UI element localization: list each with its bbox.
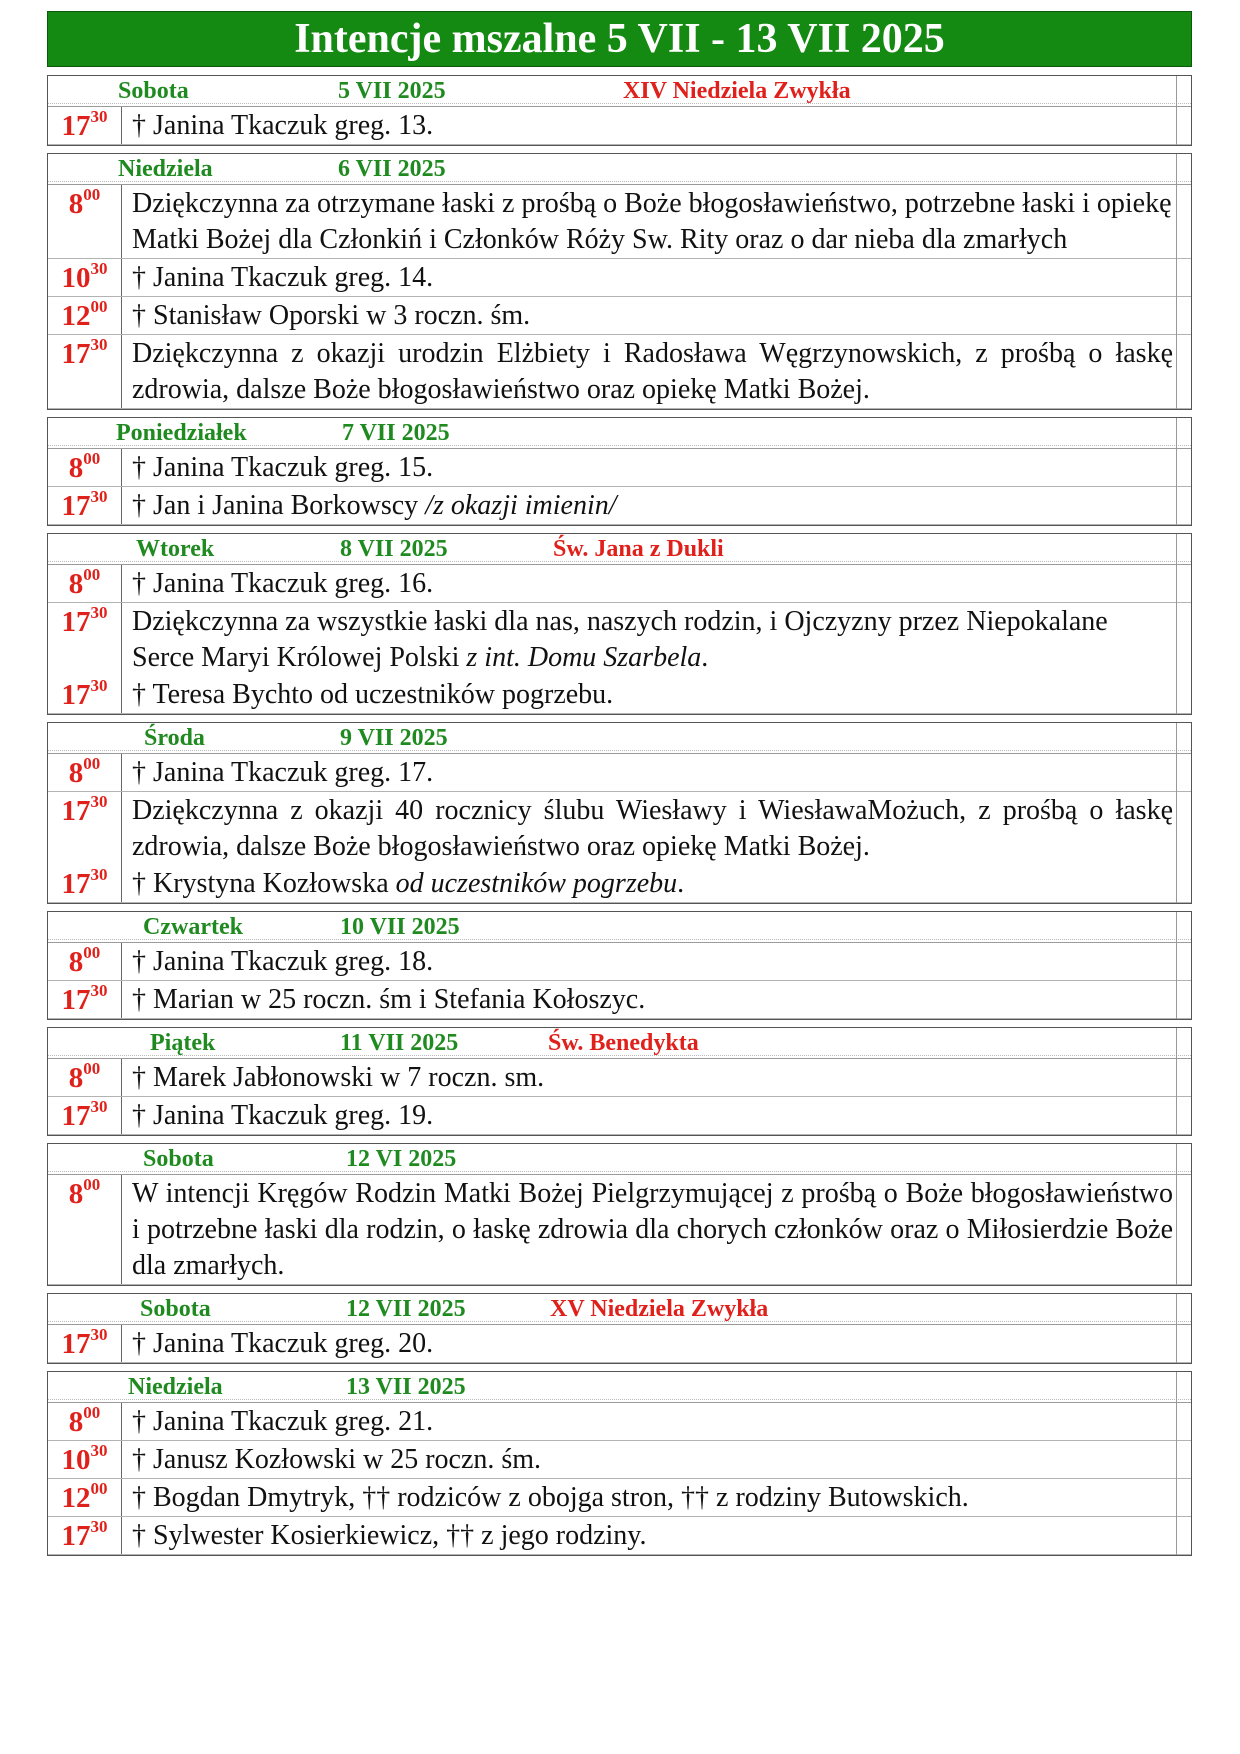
mass-minute: 00 <box>83 943 101 962</box>
mass-time <box>48 1403 122 1440</box>
mass-row <box>48 449 1191 487</box>
intentions-list <box>47 75 1192 1563</box>
mass-intention: Dziękczynna z okazji 40 rocznicy ślubu Wiesławy i WiesławaMożuch, z prośbą o łaskę zdrowia, dalsze Boże błogosławieństwo oraz opiekę Matki Bożej. <box>132 795 1173 862</box>
mass-minute: 00 <box>83 449 101 468</box>
mass-row <box>48 1517 1191 1555</box>
mass-row <box>48 1175 1191 1285</box>
mass-row <box>48 335 1191 409</box>
mass-hour: 8 <box>68 188 84 220</box>
day-block <box>47 1143 1192 1286</box>
day-block <box>47 417 1192 526</box>
page-title: Intencje mszalne 5 VII - 13 VII 2025 <box>47 11 1192 67</box>
mass-minute: 30 <box>90 259 108 278</box>
mass-time <box>48 185 122 258</box>
mass-hour: 17 <box>61 606 91 638</box>
mass-row <box>48 1403 1191 1441</box>
mass-minute: 00 <box>83 565 101 584</box>
mass-minute: 30 <box>90 1097 108 1116</box>
mass-row <box>48 865 1191 903</box>
right-margin-line <box>1176 723 1177 903</box>
day-header <box>48 723 1191 754</box>
mass-minute: 30 <box>90 676 108 695</box>
mass-intention: † Janina Tkaczuk greg. 21. <box>132 1406 434 1437</box>
mass-minute: 00 <box>83 1175 101 1194</box>
day-block <box>47 533 1192 715</box>
mass-minute: 30 <box>90 107 108 126</box>
mass-minute: 30 <box>90 981 108 1000</box>
day-header <box>48 1294 1191 1325</box>
mass-time <box>48 1325 122 1362</box>
day-header <box>48 912 1191 943</box>
mass-row <box>48 603 1191 676</box>
day-block <box>47 1293 1192 1364</box>
mass-row <box>48 107 1191 145</box>
mass-hour: 17 <box>61 679 91 711</box>
mass-row <box>48 981 1191 1019</box>
mass-intention: † Janusz Kozłowski w 25 roczn. śm. <box>132 1444 542 1475</box>
mass-time <box>48 1097 122 1134</box>
day-name: Poniedziałek <box>116 420 247 446</box>
mass-hour: 8 <box>68 1406 84 1438</box>
mass-intention: † Marian w 25 roczn. śm i Stefania Kołoszyc. <box>132 984 646 1015</box>
mass-hour: 17 <box>61 1100 91 1132</box>
mass-row <box>48 487 1191 525</box>
mass-time <box>48 1479 122 1516</box>
mass-time <box>48 603 122 676</box>
mass-hour: 17 <box>61 795 91 827</box>
mass-hour: 12 <box>61 1482 91 1514</box>
day-date: 10 VII 2025 <box>340 914 460 940</box>
mass-time <box>48 676 122 713</box>
mass-intention: † Jan i Janina Borkowscy /z okazji imienin/ <box>132 490 617 521</box>
day-name: Sobota <box>118 78 189 104</box>
mass-minute: 00 <box>83 1403 101 1422</box>
mass-time <box>48 297 122 334</box>
day-date: 7 VII 2025 <box>342 420 450 446</box>
mass-hour: 17 <box>61 490 91 522</box>
mass-row <box>48 1097 1191 1135</box>
day-name: Sobota <box>140 1296 211 1322</box>
mass-minute: 30 <box>90 335 108 354</box>
mass-intention: W intencji Kręgów Rodzin Matki Bożej Pielgrzymującej z prośbą o Boże błogosławieństwo i potrzebne łaski dla rodzin, o łaskę zdrowia dla chorych członków oraz o Miłosierdzie Boże dla zmarłych. <box>132 1178 1173 1281</box>
mass-row <box>48 676 1191 714</box>
day-date: 6 VII 2025 <box>338 156 446 182</box>
mass-minute: 30 <box>90 865 108 884</box>
mass-row <box>48 1479 1191 1517</box>
day-header <box>48 534 1191 565</box>
mass-minute: 30 <box>90 603 108 622</box>
mass-intention: † Marek Jabłonowski w 7 roczn. sm. <box>132 1062 545 1093</box>
right-margin-line <box>1176 76 1177 145</box>
right-margin-line <box>1176 418 1177 525</box>
mass-hour: 10 <box>61 262 91 294</box>
mass-time <box>48 449 122 486</box>
day-header <box>48 1372 1191 1403</box>
right-margin-line <box>1176 1144 1177 1285</box>
mass-time <box>48 259 122 296</box>
mass-time <box>48 1175 122 1284</box>
mass-hour: 8 <box>68 452 84 484</box>
day-name: Czwartek <box>143 914 243 940</box>
day-name: Wtorek <box>136 536 215 562</box>
day-block <box>47 722 1192 904</box>
day-feast: XIV Niedziela Zwykła <box>623 78 851 104</box>
mass-time <box>48 981 122 1018</box>
mass-hour: 17 <box>61 1520 91 1552</box>
mass-hour: 17 <box>61 868 91 900</box>
day-feast: Św. Jana z Dukli <box>553 536 724 562</box>
mass-intention: † Sylwester Kosierkiewicz, †† z jego rodziny. <box>132 1520 647 1551</box>
mass-hour: 8 <box>68 568 84 600</box>
mass-hour: 8 <box>68 757 84 789</box>
mass-time <box>48 865 122 902</box>
mass-intention: † Janina Tkaczuk greg. 16. <box>132 568 434 599</box>
mass-minute: 00 <box>83 185 101 204</box>
day-header <box>48 76 1191 107</box>
mass-hour: 10 <box>61 1444 91 1476</box>
day-name: Sobota <box>143 1146 214 1172</box>
day-feast: XV Niedziela Zwykła <box>550 1296 769 1322</box>
mass-row <box>48 1325 1191 1363</box>
mass-intention: † Bogdan Dmytryk, †† rodziców z obojga stron, †† z rodziny Butowskich. <box>132 1482 969 1513</box>
day-date: 11 VII 2025 <box>340 1030 459 1056</box>
day-block <box>47 153 1192 410</box>
day-date: 12 VI 2025 <box>346 1146 457 1172</box>
mass-hour: 17 <box>61 110 91 142</box>
mass-row <box>48 943 1191 981</box>
mass-minute: 00 <box>83 1059 101 1078</box>
day-feast: Św. Benedykta <box>548 1030 699 1056</box>
mass-row <box>48 297 1191 335</box>
mass-row <box>48 754 1191 792</box>
mass-hour: 8 <box>68 946 84 978</box>
mass-hour: 17 <box>61 338 91 370</box>
day-header <box>48 154 1191 185</box>
day-header <box>48 418 1191 449</box>
day-name: Piątek <box>150 1030 216 1056</box>
day-block <box>47 75 1192 146</box>
mass-minute: 30 <box>90 792 108 811</box>
mass-time <box>48 754 122 791</box>
mass-intention: † Janina Tkaczuk greg. 17. <box>132 757 434 788</box>
mass-time <box>48 565 122 602</box>
mass-hour: 8 <box>68 1178 84 1210</box>
mass-minute: 30 <box>90 1325 108 1344</box>
day-name: Środa <box>144 725 205 751</box>
right-margin-line <box>1176 1028 1177 1135</box>
day-block <box>47 911 1192 1020</box>
mass-time <box>48 1517 122 1554</box>
day-name: Niedziela <box>128 1374 223 1400</box>
mass-hour: 12 <box>61 300 91 332</box>
day-header <box>48 1144 1191 1175</box>
mass-time <box>48 943 122 980</box>
day-block <box>47 1371 1192 1556</box>
mass-row <box>48 1441 1191 1479</box>
mass-row <box>48 259 1191 297</box>
mass-hour: 8 <box>68 1062 84 1094</box>
mass-intention: † Janina Tkaczuk greg. 14. <box>132 262 434 293</box>
mass-intention: † Janina Tkaczuk greg. 19. <box>132 1100 434 1131</box>
day-date: 9 VII 2025 <box>340 725 448 751</box>
mass-row <box>48 1059 1191 1097</box>
mass-time <box>48 335 122 408</box>
mass-minute: 00 <box>90 1479 108 1498</box>
day-name: Niedziela <box>118 156 213 182</box>
day-date: 13 VII 2025 <box>346 1374 466 1400</box>
mass-row <box>48 185 1191 259</box>
right-margin-line <box>1176 1294 1177 1363</box>
mass-minute: 00 <box>83 754 101 773</box>
mass-intention: Dziękczynna za otrzymane łaski z prośbą o Boże błogosławieństwo, potrzebne łaski i opiekę Matki Bożej dla Członkiń i Członków Róży Sw. Rity oraz o dar nieba dla zmarłych <box>132 188 1172 255</box>
day-date: 5 VII 2025 <box>338 78 446 104</box>
mass-minute: 30 <box>90 487 108 506</box>
mass-hour: 17 <box>61 984 91 1016</box>
mass-row <box>48 565 1191 603</box>
mass-hour: 17 <box>61 1328 91 1360</box>
day-block <box>47 1027 1192 1136</box>
right-margin-line <box>1176 912 1177 1019</box>
right-margin-line <box>1176 154 1177 409</box>
day-date: 8 VII 2025 <box>340 536 448 562</box>
mass-intention: † Janina Tkaczuk greg. 20. <box>132 1328 434 1359</box>
mass-minute: 00 <box>90 297 108 316</box>
day-date: 12 VII 2025 <box>346 1296 466 1322</box>
mass-intention: † Janina Tkaczuk greg. 13. <box>132 110 434 141</box>
mass-time <box>48 1441 122 1478</box>
mass-intention: † Stanisław Oporski w 3 roczn. śm. <box>132 300 531 331</box>
mass-intention: † Janina Tkaczuk greg. 18. <box>132 946 434 977</box>
right-margin-line <box>1176 534 1177 714</box>
mass-intention: † Janina Tkaczuk greg. 15. <box>132 452 434 483</box>
mass-intention: † Teresa Bychto od uczestników pogrzebu. <box>132 679 614 710</box>
right-margin-line <box>1176 1372 1177 1555</box>
mass-intention: † Krystyna Kozłowska od uczestników pogrzebu. <box>132 868 685 899</box>
mass-row <box>48 792 1191 865</box>
mass-intention: Dziękczynna z okazji urodzin Elżbiety i Radosława Węgrzynowskich, z prośbą o łaskę zdrowia, dalsze Boże błogosławieństwo oraz opiekę Matki Bożej. <box>132 338 1173 405</box>
mass-time <box>48 107 122 144</box>
mass-time <box>48 1059 122 1096</box>
mass-intention: Dziękczynna za wszystkie łaski dla nas, naszych rodzin, i Ojczyzny przez Niepokalane Serce Maryi Królowej Polski z int. Domu Szarbela. <box>132 606 1108 673</box>
mass-time <box>48 792 122 865</box>
mass-minute: 30 <box>90 1441 108 1460</box>
mass-minute: 30 <box>90 1517 108 1536</box>
day-header <box>48 1028 1191 1059</box>
mass-time <box>48 487 122 524</box>
